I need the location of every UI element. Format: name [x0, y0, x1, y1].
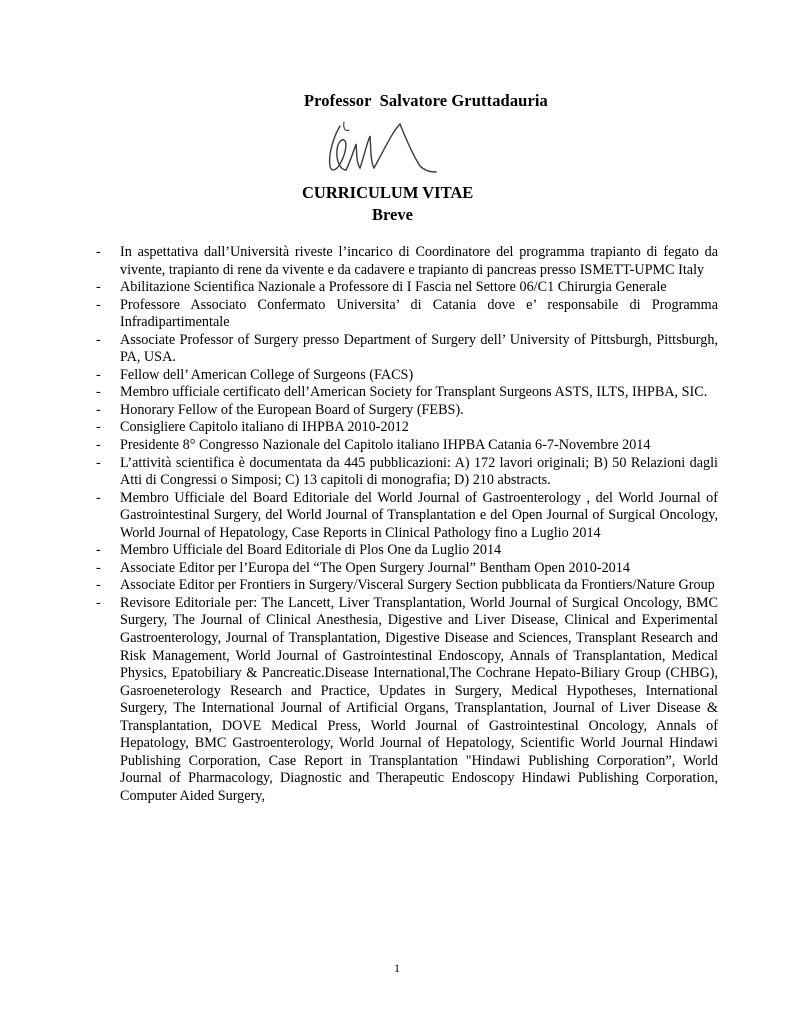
list-item [96, 490, 718, 543]
list-item-text: Membro Ufficiale del Board Editoriale del World Journal of Gastroenterology , del World Journal of Gastrointestinal Surgery, del World Journal of Transplantation e del Open Journal of Surgical Oncology, World Journal of Hepatology, Case Reports in Clinical Pathology fino a Luglio 2014 [120, 489, 718, 541]
list-item [96, 577, 718, 595]
list-item [96, 402, 718, 420]
bullet-dash: - [96, 454, 101, 471]
bullet-dash: - [96, 437, 101, 454]
list-item [96, 437, 718, 455]
list-item-text: Fellow dell’ American College of Surgeons (FACS) [120, 366, 414, 383]
cv-item-list [96, 244, 718, 806]
list-item-text: In aspettativa dall’Università riveste l’incarico di Coordinatore del programma trapianto di fegato da vivente, trapianto di rene da vivente e da cadavere e trapianto di pancreas presso ISMETT-UPMC Italy [120, 244, 718, 278]
list-item [96, 367, 718, 385]
list-item [96, 419, 718, 437]
bullet-dash: - [96, 384, 101, 401]
page-title: Professor Salvatore Gruttadauria [304, 91, 548, 110]
list-item-text: Professore Associato Confermato Universita’ di Catania dove e’ responsabile di Programma Infradipartimentale [120, 296, 718, 331]
list-item [96, 455, 718, 490]
bullet-dash: - [96, 401, 101, 418]
list-item-text: Abilitazione Scientifica Nazionale a Professore di I Fascia nel Settore 06/C1 Chirurgia Generale [120, 279, 667, 296]
page-number: 1 [394, 961, 400, 975]
list-item [96, 384, 718, 402]
bullet-dash: - [96, 244, 101, 260]
list-item [96, 560, 718, 578]
list-item-text: Presidente 8° Congresso Nazionale del Capitolo italiano IHPBA Catania 6-7-Novembre 2014 [120, 437, 651, 454]
cv-subheading: Breve [372, 205, 413, 224]
cv-heading: CURRICULUM VITAE [302, 183, 474, 202]
bullet-dash: - [96, 419, 101, 436]
bullet-dash: - [96, 331, 101, 348]
list-item-text: Membro Ufficiale del Board Editoriale di Plos One da Luglio 2014 [120, 542, 502, 559]
bullet-dash: - [96, 542, 101, 559]
handwritten-signature [316, 114, 440, 184]
list-item-text: Consigliere Capitolo italiano di IHPBA 2010-2012 [120, 419, 409, 436]
list-item [96, 279, 718, 297]
bullet-dash: - [96, 296, 101, 313]
bullet-dash: - [96, 366, 101, 383]
list-item [96, 297, 718, 332]
list-item-text: Membro ufficiale certificato dell’American Society for Transplant Surgeons ASTS, ILTS, IHPBA, SIC. [120, 384, 708, 401]
bullet-dash: - [96, 577, 101, 594]
list-item [96, 542, 718, 560]
bullet-dash: - [96, 489, 101, 506]
list-item-text: L’attività scientifica è documentata da 445 pubblicazioni: A) 172 lavori originali; B) 50 Relazioni dagli Atti di Congressi o Simposi; C) 13 capitoli di monografia; D) 210 abstracts. [120, 454, 718, 489]
bullet-dash: - [96, 279, 101, 296]
bullet-dash: - [96, 559, 101, 576]
list-item-text: Associate Editor per Frontiers in Surgery/Visceral Surgery Section pubblicata da Frontiers/Nature Group [120, 577, 715, 594]
list-item-text: Associate Editor per l’Europa del “The Open Surgery Journal” Bentham Open 2010-2014 [120, 559, 630, 576]
bullet-dash: - [96, 594, 101, 611]
list-item [96, 332, 718, 367]
list-item-text: Revisore Editoriale per: The Lancett, Liver Transplantation, World Journal of Surgical Oncology, BMC Surgery, The Journal of Clinical Anesthesia, Digestive and Liver Disease, Clinical and Experimental Gastroenterology, Journal of Transplantation, Digestive Disease and Sciences, Transplant Research and Risk Management, World Journal of Gastrointestinal Endoscopy, Annals of Transplantation, Medical Physics, Epatobiliary & Pancreatic.Disease International,The Cochrane Hepato-Biliary Group (CHBG), Gasroeneterology Research and Practice, Updates in Surgery, Medical Hypotheses, International Surgery, The International Journal of Artificial Organs, Transplantation, Journal of Liver Disease & Transplantation, DOVE Medical Press, World Journal of Gastrointestinal Oncology, Annals of Hepatology, BMC Gastroenterology, World Journal of Hepatology, Scientific World Journal Hindawi Publishing Corporation, Case Report in Transplantation "Hindawi Publishing Corporation”, World Journal of Pharmacology, Diagnostic and Therapeutic Endoscopy Hindawi Publishing Corporation, Computer Aided Surgery, [120, 594, 718, 804]
list-item-text: Honorary Fellow of the European Board of Surgery (FEBS). [120, 401, 464, 418]
list-item [96, 595, 718, 806]
list-item [96, 244, 718, 279]
list-item-text: Associate Professor of Surgery presso Department of Surgery dell’ University of Pittsburgh, Pittsburgh, PA, USA. [120, 331, 718, 366]
